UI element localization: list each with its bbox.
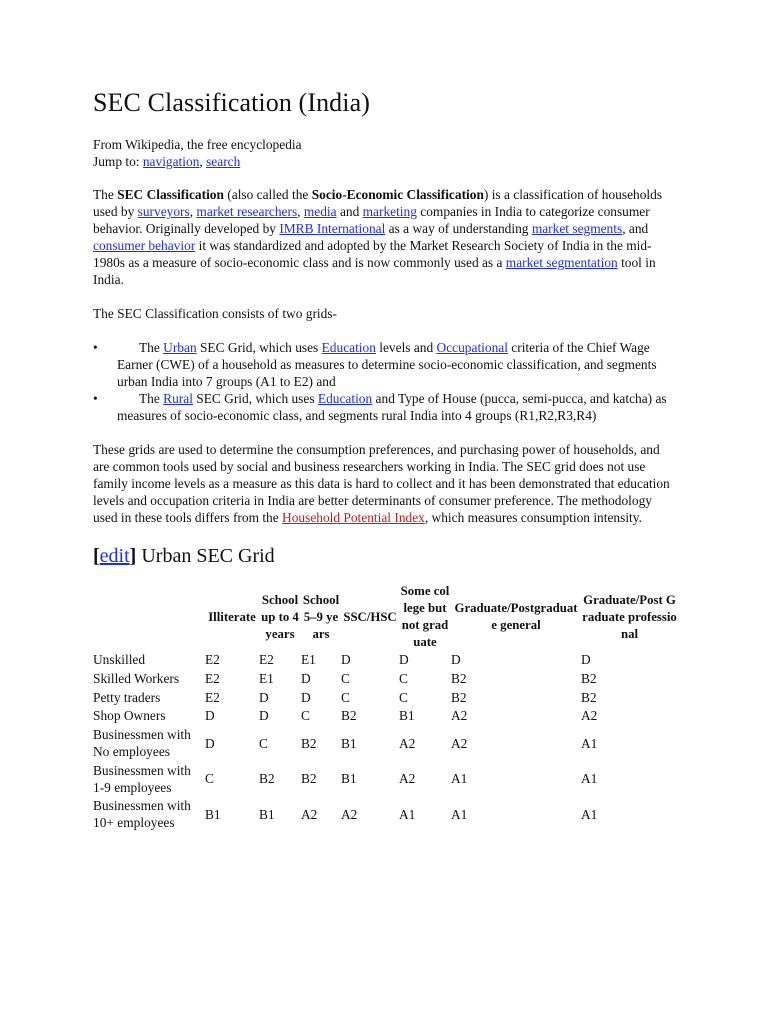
sec-grade-cell: E1 xyxy=(301,652,316,667)
occupational-link[interactable]: Occupational xyxy=(436,340,508,355)
urban-sec-table xyxy=(93,583,678,833)
column-header: School 5–9 years xyxy=(302,592,340,641)
list-item: • The Urban SEC Grid, which uses Education levels and Occupational criteria of the Chief Wage Earner (CWE) of a household as measures to determine socio-economic classification, and segments urban India into 7 groups (A1 to E2) and xyxy=(93,340,657,389)
sec-grade-cell: D xyxy=(301,670,311,686)
column-header: Graduate/Post Graduate professional xyxy=(582,592,677,641)
grid-list xyxy=(93,339,678,424)
marketing-link[interactable]: marketing xyxy=(362,204,417,219)
imrb-international-link[interactable]: IMRB International xyxy=(279,221,386,236)
table-row xyxy=(93,726,678,762)
sec-grade-cell: A2 xyxy=(301,806,318,822)
table-row xyxy=(93,670,678,689)
sec-grade-cell: B2 xyxy=(341,708,357,724)
sec-grade-cell: A1 xyxy=(581,771,598,787)
sec-grade-cell: A2 xyxy=(399,771,416,787)
column-header: SSC/HSC xyxy=(343,609,397,624)
edit-link[interactable]: edit xyxy=(99,545,130,567)
market-researchers-link[interactable]: market researchers xyxy=(196,204,298,219)
table-row xyxy=(93,797,678,833)
occupation-cell: Skilled Workers xyxy=(93,670,180,686)
page-title: SEC Classification (India) xyxy=(93,88,370,117)
consumer-behavior-link[interactable]: consumer behavior xyxy=(93,238,196,253)
sec-grade-cell: E2 xyxy=(205,652,220,667)
sec-grade-cell: B1 xyxy=(341,771,357,787)
sec-grade-cell: A2 xyxy=(399,735,416,751)
sec-grade-cell: C xyxy=(399,689,408,705)
navigation-link[interactable]: navigation xyxy=(142,153,200,169)
sec-grade-cell: B2 xyxy=(451,689,467,705)
jump-links: Jump to: navigation, search xyxy=(93,153,241,169)
sec-grade-cell: B1 xyxy=(399,708,415,724)
usage-paragraph: These grids are used to determine the consumption preferences, and purchasing power of households, and are common tools used by social and business researchers working in India. The SEC grid does not use family income levels as a measure as this data is hard to collect and it has been demonstrated that education levels and occupation criteria in India are better determinants of consumer preference. The methodology used in these tools differs from the Household Potential Index, which measures consumption intensity. xyxy=(93,442,670,525)
sec-grade-cell: E2 xyxy=(205,689,220,705)
column-header-occupation xyxy=(93,583,205,651)
sec-grade-cell: A1 xyxy=(451,806,468,822)
bullet-icon: • xyxy=(93,340,98,355)
household-potential-index-link[interactable]: Household Potential Index xyxy=(282,510,425,525)
article xyxy=(93,88,678,833)
sec-grade-cell: A1 xyxy=(581,806,598,822)
rural-link[interactable]: Rural xyxy=(163,391,193,406)
sec-grade-cell: A2 xyxy=(581,708,598,724)
site-subtitle: From Wikipedia, the free encyclopedia xyxy=(93,137,302,152)
sec-grade-cell: B1 xyxy=(341,735,357,751)
occupation-cell: Businessmen with 1-9 employees xyxy=(93,762,191,795)
occupation-cell: Shop Owners xyxy=(93,708,166,724)
sec-grade-cell: C xyxy=(341,670,350,686)
education-link-2[interactable]: Education xyxy=(317,391,373,406)
sec-grade-cell: D xyxy=(259,708,269,724)
sec-grade-cell: B1 xyxy=(259,806,275,822)
market-segments-link[interactable]: market segments xyxy=(531,221,623,236)
table-header-row xyxy=(93,583,678,651)
grids-intro: The SEC Classification consists of two grids- xyxy=(93,306,337,321)
sec-grade-cell: C xyxy=(259,735,268,751)
occupation-cell: Unskilled xyxy=(93,652,146,667)
column-header: School up to 4 years xyxy=(261,592,299,641)
column-header: Some college but not graduate xyxy=(400,584,450,649)
occupation-cell: Businessmen with No employees xyxy=(93,727,191,759)
sec-grade-cell: D xyxy=(581,652,591,667)
sec-grade-cell: B2 xyxy=(581,689,597,705)
occupation-cell: Petty traders xyxy=(93,689,161,705)
table-row xyxy=(93,689,678,708)
sec-grade-cell: D xyxy=(451,652,461,667)
market-segmentation-link[interactable]: market segmentation xyxy=(505,255,618,270)
intro-paragraph: The SEC Classification (also called the Socio-Economic Classification) is a classification of households used by surveyors, market researchers, media and marketing companies in India to categorize consumer behavior. Originally developed by IMRB International as a way of understanding market segments, and consumer behavior it was standardized and adopted by the Market Research Society of India in the mid-1980s as a measure of socio-economic class and is now commonly used as a market segmentation tool in India. xyxy=(93,187,663,287)
sec-grade-cell: D xyxy=(205,708,215,724)
table-row xyxy=(93,707,678,726)
sec-grade-cell: D xyxy=(205,735,215,751)
sec-grade-cell: E2 xyxy=(205,670,220,686)
sec-grade-cell: A1 xyxy=(399,806,416,822)
sec-grade-cell: D xyxy=(341,652,351,667)
column-header: Graduate/Postgraduate general xyxy=(454,601,578,632)
table-row xyxy=(93,762,678,798)
sec-grade-cell: B2 xyxy=(451,670,467,686)
sec-grade-cell: D xyxy=(301,689,311,705)
sec-grade-cell: A2 xyxy=(451,708,468,724)
urban-link[interactable]: Urban xyxy=(163,340,197,355)
sec-grade-cell: C xyxy=(399,670,408,686)
sec-grade-cell: C xyxy=(205,771,214,787)
sec-grade-cell: B1 xyxy=(205,806,221,822)
sec-grade-cell: E1 xyxy=(259,670,274,686)
sec-grade-cell: A2 xyxy=(451,735,468,751)
sec-grade-cell: A2 xyxy=(341,806,358,822)
list-item: • The Rural SEC Grid, which uses Education and Type of House (pucca, semi-pucca, and katcha) as measures of socio-economic class, and segments rural India into 4 groups (R1,R2,R3,R4) xyxy=(93,391,667,423)
sec-grade-cell: D xyxy=(399,652,409,667)
sec-grade-cell: A1 xyxy=(581,735,598,751)
sec-grade-cell: C xyxy=(341,689,350,705)
table-body xyxy=(93,651,678,833)
sec-grade-cell: B2 xyxy=(259,771,275,787)
bullet-icon: • xyxy=(93,391,98,406)
column-header: Illiterate xyxy=(208,609,256,624)
sec-grade-cell: E2 xyxy=(259,652,274,667)
surveyors-link[interactable]: surveyors xyxy=(137,204,190,219)
sec-grade-cell: A1 xyxy=(451,771,468,787)
sec-grade-cell: B2 xyxy=(301,735,317,751)
sec-grade-cell: C xyxy=(301,708,310,724)
sec-grade-cell: D xyxy=(259,689,269,705)
occupation-cell: Businessmen with 10+ employees xyxy=(93,798,191,831)
search-link[interactable]: search xyxy=(206,153,241,169)
sec-grade-cell: B2 xyxy=(301,771,317,787)
sec-grade-cell: B2 xyxy=(581,670,597,686)
media-link[interactable]: media xyxy=(303,204,337,219)
section-heading: [edit] Urban SEC Grid xyxy=(93,545,275,567)
education-link[interactable]: Education xyxy=(321,340,376,355)
table-row xyxy=(93,651,678,670)
